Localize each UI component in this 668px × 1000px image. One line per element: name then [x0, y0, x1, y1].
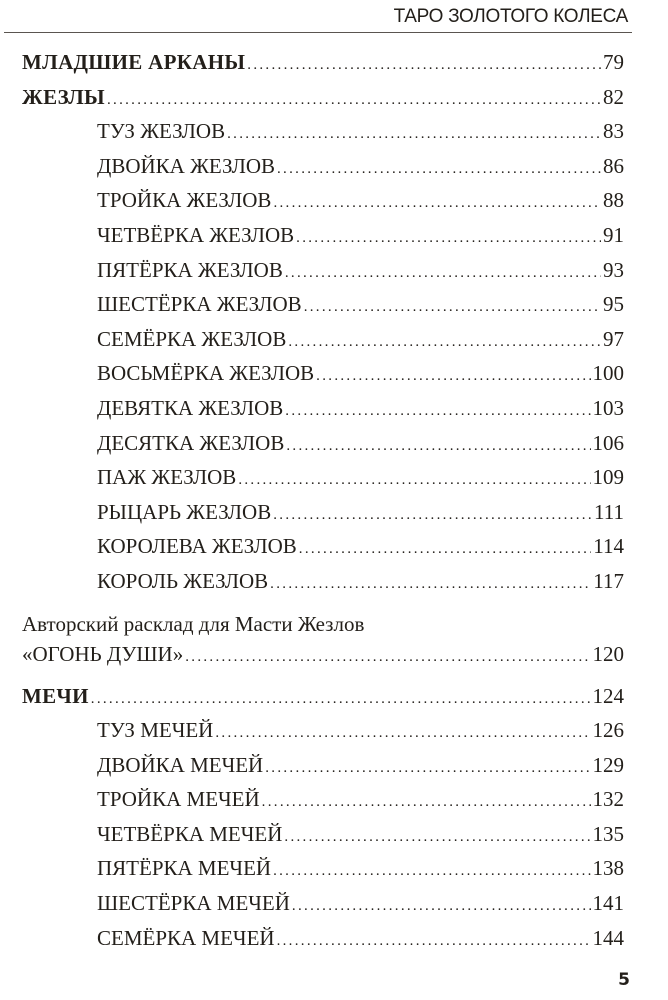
- toc-entry-page: 126: [592, 718, 624, 743]
- toc-entry-wands[interactable]: [22, 80, 624, 115]
- dot-leader: [292, 889, 591, 924]
- dot-leader: [304, 290, 601, 325]
- toc-entry-label: ДЕСЯТКА ЖЕЗЛОВ: [97, 430, 285, 455]
- toc-entry-label: ПЯТЁРКА МЕЧЕЙ: [97, 856, 272, 881]
- toc-entry[interactable]: [22, 529, 624, 564]
- dot-leader: [185, 642, 590, 672]
- page-number: 5: [618, 970, 630, 990]
- toc-entry[interactable]: [22, 851, 624, 886]
- dot-leader: [91, 682, 591, 717]
- toc-entry-page: 93: [603, 257, 624, 282]
- toc-entry-label: КОРОЛЕВА ЖЕЗЛОВ: [97, 534, 297, 559]
- toc-entry-label: ДВОЙКА МЕЧЕЙ: [97, 752, 264, 777]
- dot-leader: [277, 152, 601, 187]
- toc-entry-page: 132: [592, 787, 624, 812]
- toc-entry-page: 111: [594, 499, 624, 524]
- dot-leader: [285, 256, 601, 291]
- dot-leader: [270, 567, 591, 602]
- toc-entry-label: ТРОЙКА МЕЧЕЙ: [97, 787, 260, 812]
- toc-entry-page: 91: [603, 222, 624, 247]
- toc-entry-label: ШЕСТЁРКА МЕЧЕЙ: [97, 891, 290, 916]
- dot-leader: [265, 751, 590, 786]
- toc-entry-page: 138: [592, 856, 624, 881]
- toc-entry-label: ПЯТЁРКА ЖЕЗЛОВ: [97, 257, 283, 282]
- dot-leader: [288, 325, 601, 360]
- toc-entry-page: 129: [592, 752, 624, 777]
- dot-leader: [215, 716, 590, 751]
- toc-entry-page: 83: [603, 119, 624, 144]
- dot-leader: [227, 117, 601, 152]
- dot-leader: [107, 83, 601, 118]
- dot-leader: [296, 221, 601, 256]
- toc-entry-wands-spread[interactable]: [22, 609, 624, 669]
- toc-entry-label: ЧЕТВЁРКА МЕЧЕЙ: [97, 821, 283, 846]
- toc-entry[interactable]: [22, 748, 624, 783]
- dot-leader: [284, 820, 590, 855]
- toc-entry-page: 117: [593, 568, 624, 593]
- toc-entry-label: ТРОЙКА ЖЕЗЛОВ: [97, 188, 272, 213]
- toc-entry[interactable]: [22, 564, 624, 599]
- spread-title-line2: «ОГОНЬ ДУШИ»: [22, 641, 184, 666]
- toc-entry-label: КОРОЛЬ ЖЕЗЛОВ: [97, 568, 269, 593]
- toc-entry[interactable]: [22, 322, 624, 357]
- toc-entry-label: ТУЗ МЕЧЕЙ: [97, 718, 214, 743]
- toc-entry-label: ПАЖ ЖЕЗЛОВ: [97, 465, 237, 490]
- dot-leader: [285, 394, 590, 429]
- toc-entry-page: 106: [592, 430, 624, 455]
- toc-entry-label: СЕМЁРКА ЖЕЗЛОВ: [97, 326, 287, 351]
- toc-entry-page: 100: [592, 361, 624, 386]
- toc-entry-label: ШЕСТЁРКА ЖЕЗЛОВ: [97, 292, 302, 317]
- toc-entry-label: ВОСЬМЁРКА ЖЕЗЛОВ: [97, 361, 315, 386]
- dot-leader: [273, 854, 590, 889]
- toc-entry-page: 120: [592, 641, 624, 666]
- toc-entry-swords[interactable]: [22, 679, 624, 714]
- dot-leader: [247, 48, 601, 83]
- toc-entry-label: МЕЧИ: [22, 683, 89, 708]
- toc-entry-page: 86: [603, 153, 624, 178]
- toc-entry-label: ТУЗ ЖЕЗЛОВ: [97, 119, 226, 144]
- toc-entry-label: РЫЦАРЬ ЖЕЗЛОВ: [97, 499, 272, 524]
- dot-leader: [316, 359, 590, 394]
- toc-entry-page: 135: [592, 821, 624, 846]
- toc-entry[interactable]: [22, 287, 624, 322]
- toc-entry-page: 114: [593, 534, 624, 559]
- spread-title-line1: Авторский расклад для Масти Жезлов: [22, 611, 365, 636]
- dot-leader: [238, 463, 590, 498]
- toc-entry[interactable]: [22, 391, 624, 426]
- running-title: ТАРО ЗОЛОТОГО КОЛЕСА: [393, 6, 628, 27]
- toc-entry[interactable]: [22, 782, 624, 817]
- toc-entry-label: ДЕВЯТКА ЖЕЗЛОВ: [97, 395, 284, 420]
- toc-entry[interactable]: [22, 460, 624, 495]
- toc-entry[interactable]: [22, 713, 624, 748]
- toc-entry[interactable]: [22, 149, 624, 184]
- table-of-contents: [22, 45, 624, 955]
- toc-entry-page: 109: [592, 465, 624, 490]
- toc-entry-label: МЛАДШИЕ АРКАНЫ: [22, 50, 246, 74]
- toc-entry[interactable]: [22, 495, 624, 530]
- toc-entry[interactable]: [22, 183, 624, 218]
- toc-entry[interactable]: [22, 886, 624, 921]
- toc-entry[interactable]: [22, 921, 624, 956]
- dot-leader: [262, 785, 591, 820]
- toc-entry-page: 88: [603, 188, 624, 213]
- toc-entry-page: 82: [603, 84, 624, 109]
- toc-entry[interactable]: [22, 356, 624, 391]
- toc-entry-page: 95: [603, 292, 624, 317]
- dot-leader: [299, 532, 591, 567]
- toc-entry-page: 141: [592, 891, 624, 916]
- toc-entry-page: 144: [592, 925, 624, 950]
- header-rule-divider: [4, 32, 632, 33]
- toc-entry-page: 124: [592, 683, 624, 708]
- dot-leader: [286, 429, 590, 464]
- toc-entry-page: 103: [592, 395, 624, 420]
- toc-entry-minor-arcana[interactable]: [22, 45, 624, 80]
- dot-leader: [273, 498, 592, 533]
- dot-leader: [273, 186, 601, 221]
- toc-entry[interactable]: [22, 114, 624, 149]
- toc-entry[interactable]: [22, 817, 624, 852]
- toc-entry[interactable]: [22, 218, 624, 253]
- toc-entry-label: ЖЕЗЛЫ: [22, 84, 105, 109]
- toc-entry[interactable]: [22, 426, 624, 461]
- toc-entry-label: СЕМЁРКА МЕЧЕЙ: [97, 925, 275, 950]
- toc-entry-page: 97: [603, 326, 624, 351]
- toc-entry[interactable]: [22, 253, 624, 288]
- toc-entry-page: 79: [603, 50, 624, 74]
- toc-entry-label: ДВОЙКА ЖЕЗЛОВ: [97, 153, 275, 178]
- toc-entry-label: ЧЕТВЁРКА ЖЕЗЛОВ: [97, 222, 295, 247]
- dot-leader: [277, 924, 591, 959]
